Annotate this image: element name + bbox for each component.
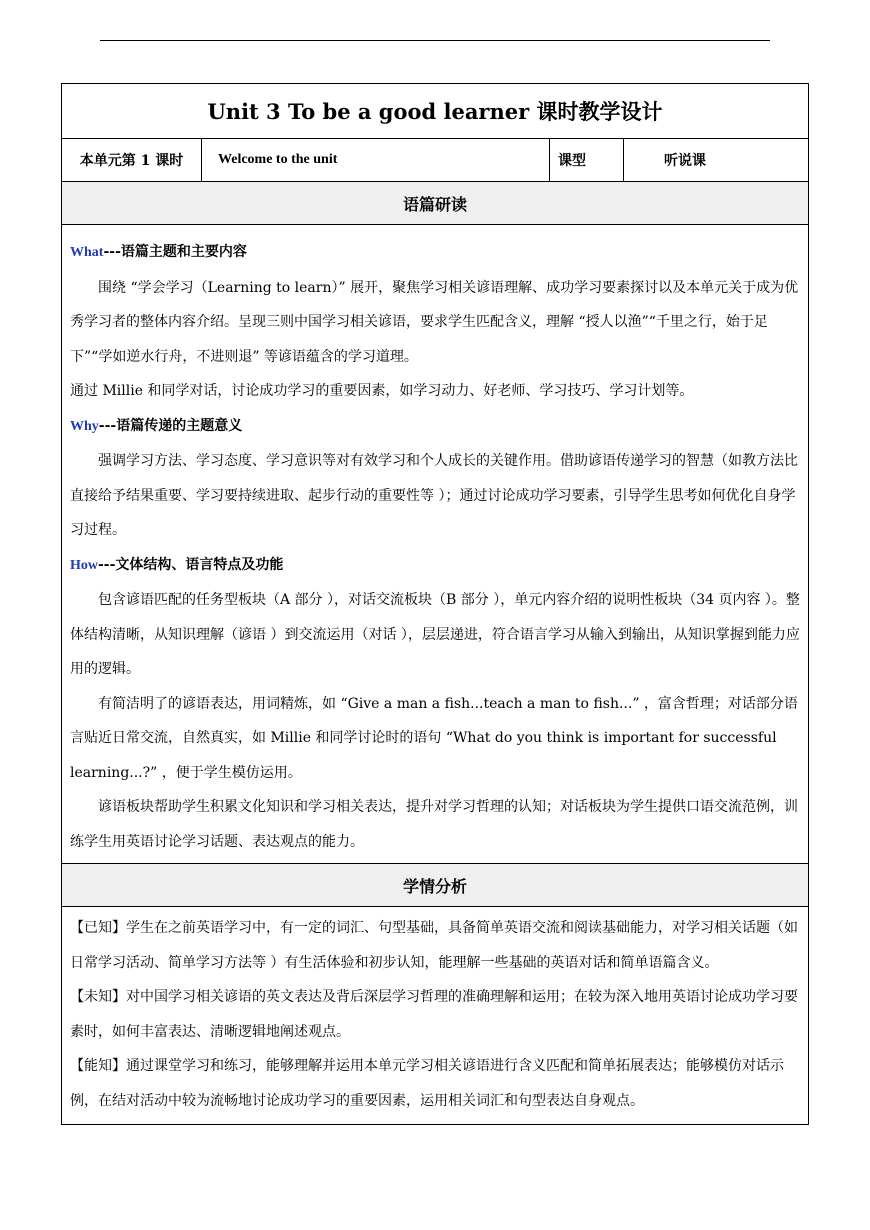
can-know-paragraph: 【能知】通过课堂学习和练习，能够理解并运用本单元学习相关谚语进行含义匹配和简单拓展表达；能够模仿对话示例，在结对活动中较为流畅地讨论成功学习的重要因素，运用相关词汇和句型表达自身观点。 — [70, 1058, 784, 1109]
lesson-plan-table — [61, 83, 809, 1125]
what-paragraph-2: 通过 Millie 和同学对话，讨论成功学习的重要因素，如学习动力、好老师、学习技巧、学习计划等。 — [70, 383, 694, 399]
how-heading-text: ---文体结构、语言特点及功能 — [98, 556, 284, 573]
how-paragraph-3: 谚语板块帮助学生积累文化知识和学习相关表达，提升对学习哲理的认知；对话板块为学生提供口语交流范例，训练学生用英语讨论学习话题、表达观点的能力。 — [70, 799, 798, 850]
what-heading-text: ---语篇主题和主要内容 — [103, 244, 247, 260]
section-heading-student-analysis: 学情分析 — [62, 864, 808, 907]
why-heading — [70, 409, 800, 445]
lesson-number: 本单元第 1 课时 — [62, 139, 202, 181]
what-label: What — [70, 245, 104, 260]
how-label: How — [70, 557, 98, 573]
section-heading-text-analysis: 语篇研读 — [62, 182, 808, 225]
known-paragraph: 【已知】学生在之前英语学习中，有一定的词汇、句型基础，具备简单英语交流和阅读基础能力，对学习相关话题（如日常学习活动、简单学习方法等 ）有生活体验和初步认知，能理解一些基础的英语对话和简单语篇含义。 — [70, 920, 798, 971]
lesson-type-value: 听说课 — [664, 153, 706, 169]
why-label: Why — [70, 418, 99, 434]
lesson-type-label: 课型 — [550, 139, 624, 181]
why-paragraph: 强调学习方法、学习态度、学习意识等对有效学习和个人成长的关键作用。借助谚语传递学习的智慧（如教方法比直接给予结果重要、学习要持续进取、起步行动的重要性等 ）；通过讨论成功学习要素，引导学生思考如何优化自身学习过程。 — [70, 453, 798, 538]
lesson-meta-row — [62, 139, 808, 182]
unknown-paragraph: 【未知】对中国学习相关谚语的英文表达及背后深层学习哲理的准确理解和运用；在较为深入地用英语讨论成功学习要素时，如何丰富表达、清晰逻辑地阐述观点。 — [70, 989, 798, 1040]
why-heading-text: ---语篇传递的主题意义 — [98, 417, 243, 434]
how-paragraph-1: 包含谚语匹配的任务型板块（A 部分 ），对话交流板块（B 部分 ），单元内容介绍的说明性板块（34 页内容 ）。整体结构清晰，从知识理解（谚语 ）到交流运用（对话 ），层层递进，符合语言学习从输入到输出，从知识掌握到能力应用的逻辑。 — [70, 592, 800, 677]
lesson-topic: Welcome to the unit — [202, 139, 550, 181]
student-analysis-content — [62, 907, 808, 1124]
page-title: Unit 3 To be a good learner 课时教学设计 — [62, 84, 808, 139]
what-heading — [70, 235, 800, 271]
how-paragraph-2: 有简洁明了的谚语表达，用词精炼，如 “Give a man a fish...teach a man to fish...” ，富含哲理；对话部分语言贴近日常交流，自然真实，如 Millie 和同学讨论时的语句 “What do you think is important for successful learning...?” ，便于学生模仿运用。 — [70, 695, 798, 781]
what-paragraph: 围绕 “学会学习（Learning to learn）” 展开，聚焦学习相关谚语理解、成功学习要素探讨以及本单元关于成为优秀学习者的整体内容介绍。呈现三则中国学习相关谚语，要求学生匹配含义，理解 “授人以渔”“千里之行，始于足下”“学如逆水行舟，不进则退” 等谚语蕴含的学习道理。 — [70, 279, 799, 365]
text-analysis-content — [62, 225, 808, 864]
header-rule — [100, 40, 770, 41]
how-heading — [70, 548, 800, 584]
